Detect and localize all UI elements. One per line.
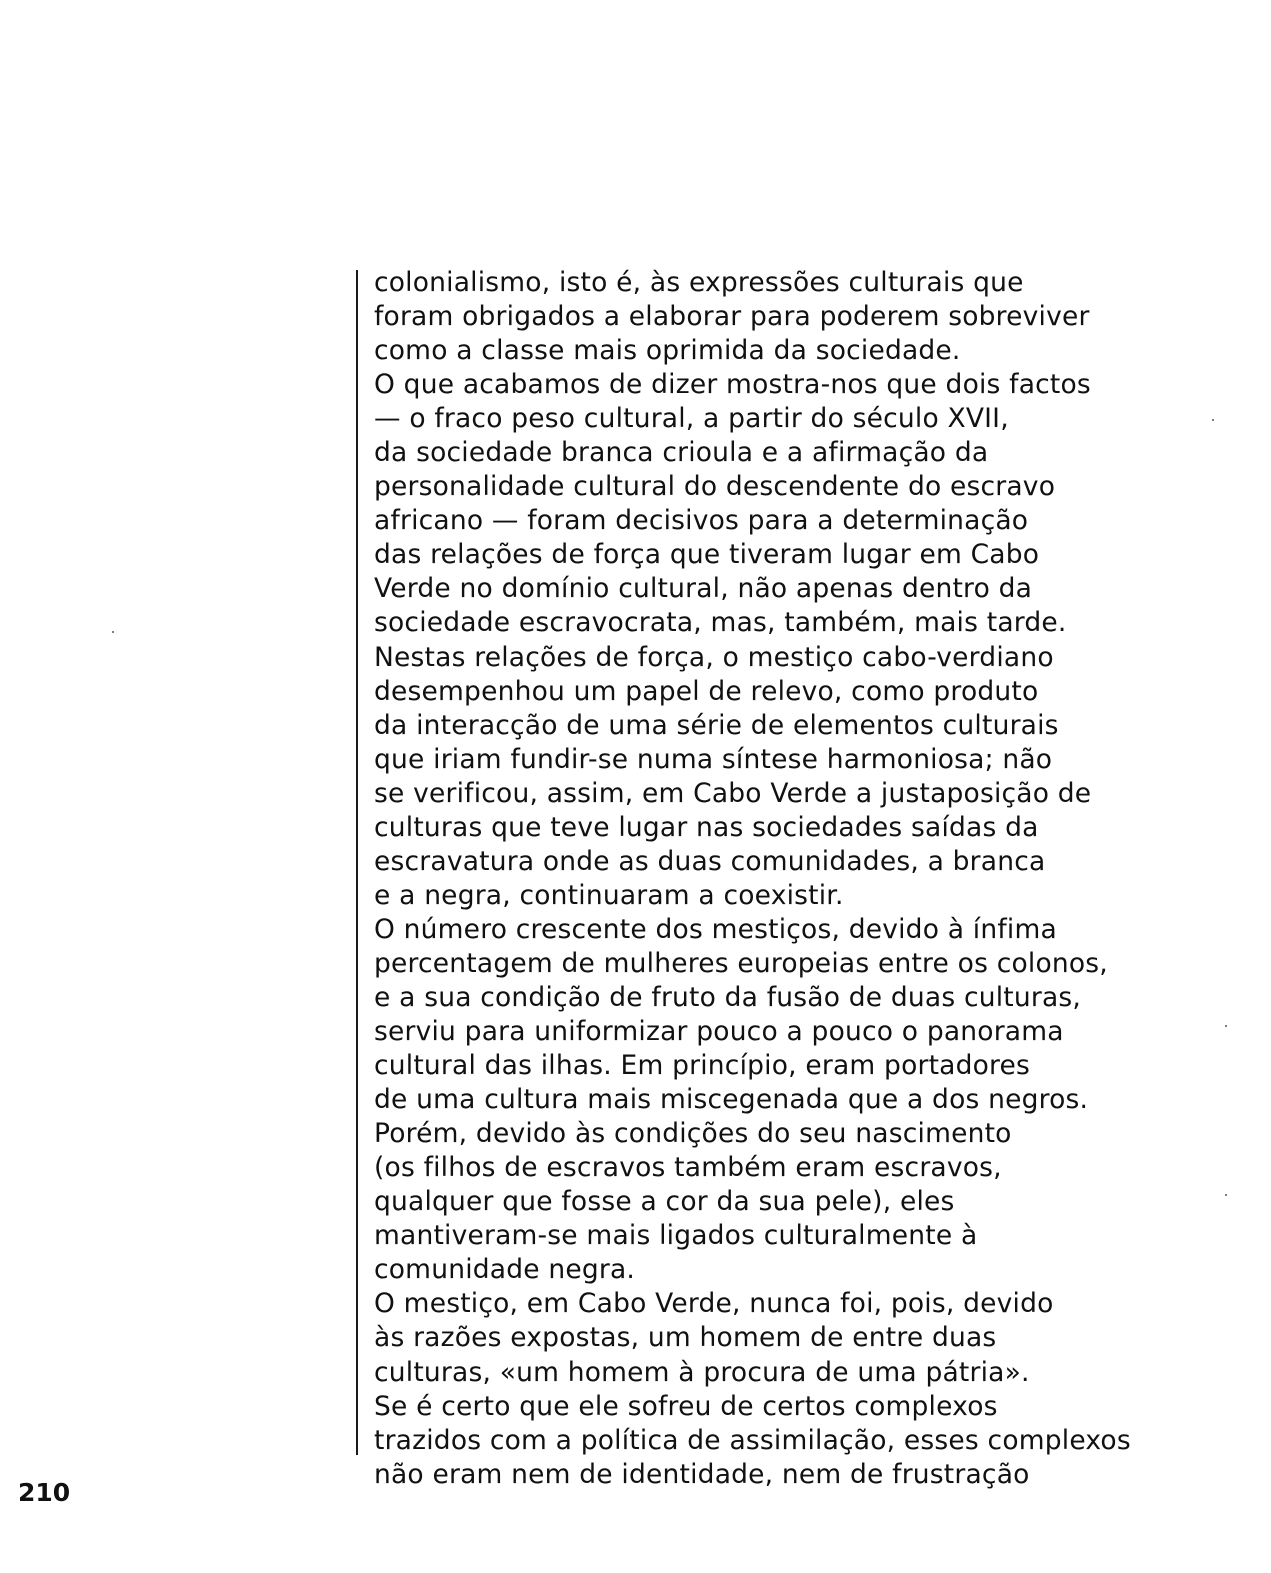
text-line: não eram nem de identidade, nem de frustração (374, 1458, 1030, 1490)
text-line: como a classe mais oprimida da sociedade. (374, 335, 961, 367)
text-line: serviu para uniformizar pouco a pouco o panorama (374, 1016, 1064, 1048)
text-line: escravatura onde as duas comunidades, a branca (374, 845, 1046, 877)
body-text-column (374, 266, 1254, 1492)
text-line: e a negra, continuaram a coexistir. (374, 879, 844, 911)
text-line: das relações de força que tiveram lugar em Cabo (374, 539, 1040, 571)
text-line: foram obrigados a elaborar para poderem sobreviver (374, 301, 1090, 333)
text-line: que iriam fundir-se numa síntese harmoniosa; não (374, 743, 1053, 775)
text-line: O mestiço, em Cabo Verde, nunca foi, pois, devido (374, 1288, 1054, 1320)
text-line: percentagem de mulheres europeias entre os colonos, (374, 947, 1108, 979)
text-line: cultural das ilhas. Em princípio, eram portadores (374, 1050, 1031, 1082)
text-line: da sociedade branca crioula e a afirmação da (374, 437, 989, 469)
scan-speck (1225, 1194, 1227, 1196)
text-line: e a sua condição de fruto da fusão de duas culturas, (374, 981, 1082, 1013)
text-line: africano — foram decisivos para a determinação (374, 505, 1029, 537)
text-line: sociedade escravocrata, mas, também, mais tarde. (374, 607, 1067, 639)
text-line: personalidade cultural do descendente do escravo (374, 471, 1056, 503)
text-line: comunidade negra. (374, 1254, 636, 1286)
scan-speck (1212, 419, 1214, 421)
text-line: de uma cultura mais miscegenada que a dos negros. (374, 1084, 1089, 1116)
text-line: mantiveram-se mais ligados culturalmente à (374, 1220, 978, 1252)
text-line: O que acabamos de dizer mostra-nos que dois factos (374, 369, 1091, 401)
text-line: Se é certo que ele sofreu de certos complexos (374, 1390, 998, 1422)
scan-speck (112, 631, 114, 633)
text-line: Nestas relações de força, o mestiço cabo-verdiano (374, 641, 1054, 673)
text-line: qualquer que fosse a cor da sua pele), eles (374, 1186, 955, 1218)
text-line: trazidos com a política de assimilação, esses complexos (374, 1424, 1131, 1456)
text-line: Verde no domínio cultural, não apenas dentro da (374, 573, 1033, 605)
text-line: — o fraco peso cultural, a partir do século XVII, (374, 403, 1009, 435)
text-line: se verificou, assim, em Cabo Verde a justaposição de (374, 777, 1092, 809)
page-number: 210 (18, 1478, 71, 1507)
text-line: desempenhou um papel de relevo, como produto (374, 675, 1039, 707)
text-line: às razões expostas, um homem de entre duas (374, 1322, 997, 1354)
text-line: colonialismo, isto é, às expressões culturais que (374, 267, 1024, 298)
text-line: O número crescente dos mestiços, devido à ínfima (374, 913, 1057, 945)
text-line: culturas que teve lugar nas sociedades saídas da (374, 811, 1039, 843)
text-line: culturas, «um homem à procura de uma pátria». (374, 1356, 1030, 1388)
margin-vertical-rule (356, 270, 358, 1455)
text-line: Porém, devido às condições do seu nascimento (374, 1118, 1012, 1150)
scan-speck (1225, 1025, 1227, 1027)
text-line: da interacção de uma série de elementos culturais (374, 709, 1059, 741)
text-line: (os filhos de escravos também eram escravos, (374, 1152, 1002, 1184)
